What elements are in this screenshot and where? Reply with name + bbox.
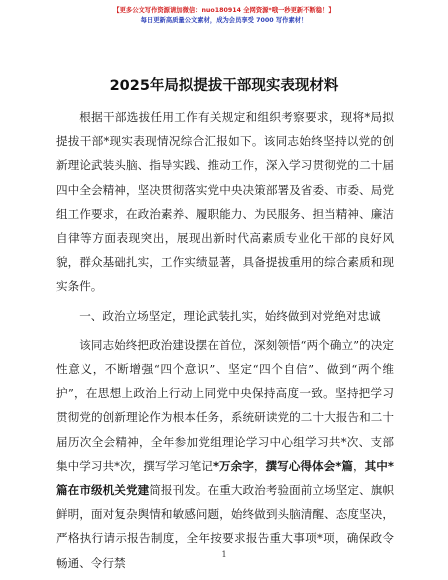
document-title: 2025年局拟提拔干部现实表现材料 (109, 78, 339, 94)
page-number: 1 (221, 550, 227, 559)
bold-phrase: *万余字 (212, 458, 254, 473)
paragraph-text: ， (253, 458, 266, 473)
promo-banner (0, 6, 448, 26)
paragraph-text: 该同志始终把政治建设摆在首位，深刻领悟“两个确立”的决定性意义，不断增强“四个意识”、坚定“四个自信”、做到“两个维护”，在思想上政治上行动上同党中央保持高度一致。坚持把学习贯彻党的创新理论作为根本任务，系统研读党的二十大报告和二十届历次全会精神，全年参加党组理论学习中心组学习共*次、支部集中学习共*次，撰写学习笔记 (56, 337, 394, 473)
paragraph-text: 简报刊发。在重大政治考验面前立场坚定、旗帜鲜明，面对复杂舆情和敏感问题，始终做到头脑清醒、态度坚决，严格执行请示报告制度，全年按要求报告重大事项*项，确保政令畅通、令行禁 (56, 483, 394, 570)
intro-paragraph: 根据干部选拔任用工作有关规定和组织考察要求，现将*局拟提拔干部*现实表现情况综合汇报如下。该同志始终坚持以党的创新理论武装头脑、指导实践、推动工作，深入学习贯彻党的二十届四中全会精神，坚决贯彻落实党中央决策部署及省委、市委、局党组工作要求，在政治素养、履职能力、为民服务、担当精神、廉洁自律等方面表现突出，展现出新时代高素质专业化干部的良好风貌，群众基础扎实，工作实绩显著，具备提拔重用的综合素质和现实条件。 (56, 110, 394, 294)
promo-banner-line1: 【更多公文写作资源请加微信：nuo180914 全网资源*哦一秒更新不断稳！】 (113, 7, 335, 14)
section-paragraph (56, 333, 394, 575)
paragraph-text: ， (353, 458, 365, 473)
bold-phrase: 撰写心得体会*篇 (265, 458, 353, 473)
section-heading: 一、政治立场坚定，理论武装扎实，始终做到对党绝对忠诚 (79, 308, 381, 323)
document-body (56, 105, 394, 575)
promo-banner-line2: 每日更新高质量公文素材，成为会员享受 7000 写作素材！ (140, 17, 308, 24)
bold-phrase: 其中*篇在市级机关党建 (56, 458, 394, 498)
